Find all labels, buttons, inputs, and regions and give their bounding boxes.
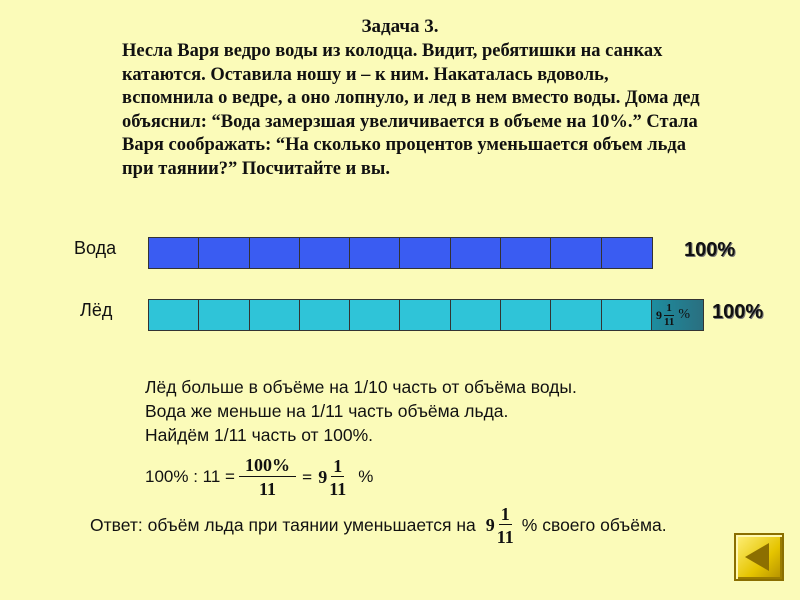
ice-segment — [250, 300, 300, 330]
task-title: Задача 3. — [361, 16, 439, 37]
problem-line: Варя соображать: “На сколько процентов уменьшается объем льда — [122, 135, 686, 155]
ice-bar — [148, 299, 704, 331]
answer-text-after: % своего объёма. — [521, 515, 667, 535]
problem-line: при таянии?” Посчитайте и вы. — [122, 158, 390, 179]
answer-text-before: Ответ: объём льда при таянии уменьшается на — [90, 515, 476, 535]
water-bar — [148, 237, 653, 269]
water-label: Вода — [74, 238, 117, 258]
ice-segment — [199, 300, 249, 330]
water-segment — [199, 238, 249, 268]
fraction-numerator: 100% — [239, 456, 296, 477]
calculation — [145, 456, 373, 498]
answer — [90, 505, 667, 546]
problem-text — [122, 40, 762, 181]
ice-segment — [149, 300, 199, 330]
fraction — [329, 457, 346, 498]
triangle-left-icon — [745, 543, 769, 571]
calc-equals: = — [301, 466, 313, 487]
explanation-line: Лёд больше в объёме на 1/10 часть от объёма воды. — [145, 377, 577, 397]
fraction-numerator: 1 — [333, 455, 343, 476]
ice-segment — [400, 300, 450, 330]
calc-fraction — [239, 456, 296, 498]
ice-label: Лёд — [80, 300, 113, 320]
water-segment — [400, 238, 450, 268]
ice-segment — [501, 300, 551, 330]
answer-mixed-fraction — [486, 505, 514, 546]
water-segment — [602, 238, 652, 268]
ice-extra-percent: % — [678, 307, 691, 322]
water-segment — [551, 238, 601, 268]
water-segment — [350, 238, 400, 268]
ice-extra-segment — [652, 300, 703, 330]
water-segment — [300, 238, 350, 268]
fraction-numerator: 1 — [500, 504, 510, 524]
water-segment — [451, 238, 501, 268]
ice-percent: 100% — [712, 301, 764, 323]
water-segment — [501, 238, 551, 268]
explanation-line: Вода же меньше на 1/11 часть объёма льда. — [145, 401, 509, 421]
ice-extra-fraction — [656, 300, 690, 330]
ice-segment — [300, 300, 350, 330]
problem-line: Несла Варя ведро воды из колодца. Видит, ребятишки на санках — [122, 41, 663, 61]
fraction-denominator: 11 — [329, 478, 347, 499]
calc-mixed-fraction — [318, 457, 346, 498]
calc-left: 100% : 11 = — [145, 467, 235, 486]
water-percent: 100% — [684, 239, 736, 261]
fraction — [497, 505, 514, 546]
ice-segment — [602, 300, 652, 330]
fraction-whole: 9 — [318, 466, 328, 487]
fraction-denominator: 11 — [258, 479, 276, 499]
fraction-numerator: 1 — [666, 301, 672, 314]
water-segment — [250, 238, 300, 268]
problem-line: объяснил: “Вода замерзшая увеличивается в объеме на 10%.” Стала — [122, 111, 698, 132]
fraction-whole: 9 — [655, 307, 662, 322]
problem-line: катаются. Оставила ношу и – к ним. Накаталась вдоволь, — [122, 64, 609, 85]
fraction-denominator: 11 — [496, 527, 514, 547]
calc-unit: % — [358, 467, 374, 486]
ice-segment — [350, 300, 400, 330]
ice-segment — [551, 300, 601, 330]
back-button[interactable] — [734, 533, 784, 581]
explanation-line: Найдём 1/11 часть от 100%. — [145, 425, 374, 445]
explanation — [145, 375, 577, 447]
problem-line: вспомнила о ведре, а оно лопнуло, и лед в нем вместо воды. Дома дед — [122, 88, 700, 108]
fraction-whole: 9 — [485, 515, 495, 535]
ice-segment — [451, 300, 501, 330]
water-segment — [149, 238, 199, 268]
fraction — [664, 303, 674, 328]
fraction-denominator: 11 — [663, 315, 675, 328]
